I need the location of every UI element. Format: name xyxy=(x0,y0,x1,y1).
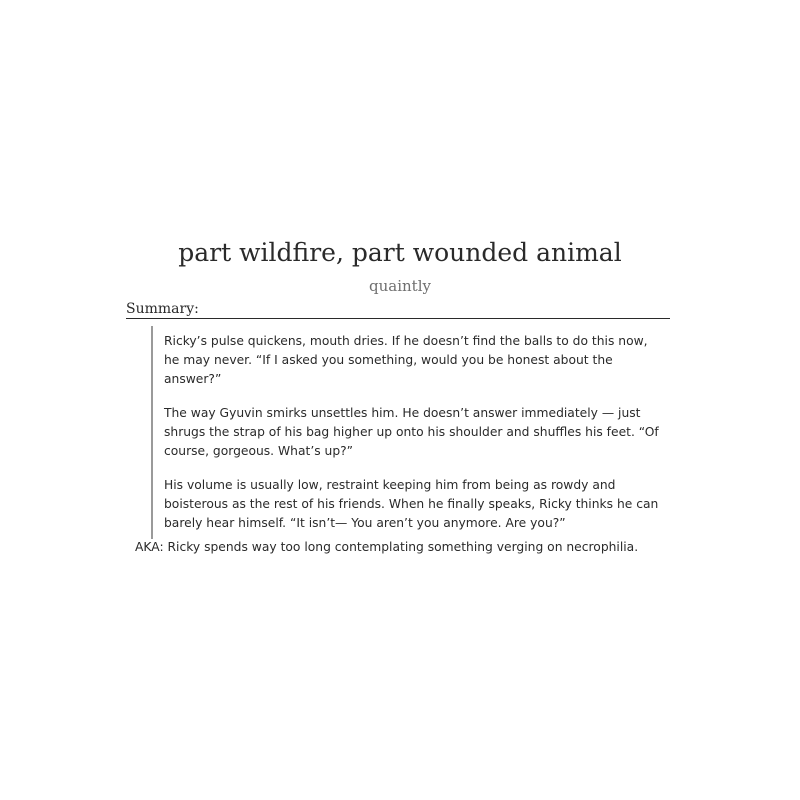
summary-paragraph: His volume is usually low, restraint keeping him from being as rowdy and boisterous as the rest of his friends. When he finally speaks, Ricky thinks he can barely hear himself. “It isn’t— You aren’t you anymore. Are you?” xyxy=(164,478,659,530)
author-name[interactable]: quaintly xyxy=(369,277,431,295)
summary-blockquote xyxy=(151,326,664,539)
work-title: part wildfire, part wounded animal xyxy=(178,238,622,267)
summary-aka-line: AKA: Ricky spends way too long contemplating something verging on necrophilia. xyxy=(135,540,639,554)
summary-paragraph: The way Gyuvin smirks unsettles him. He doesn’t answer immediately — just shrugs the strap of his bag higher up onto his shoulder and shuffles his feet. “Of course, gorgeous. What’s up?” xyxy=(164,406,659,458)
summary-heading: Summary: xyxy=(126,300,670,319)
summary-paragraph: Ricky’s pulse quickens, mouth dries. If he doesn’t find the balls to do this now, he may never. “If I asked you something, would you be honest about the answer?” xyxy=(164,334,648,386)
